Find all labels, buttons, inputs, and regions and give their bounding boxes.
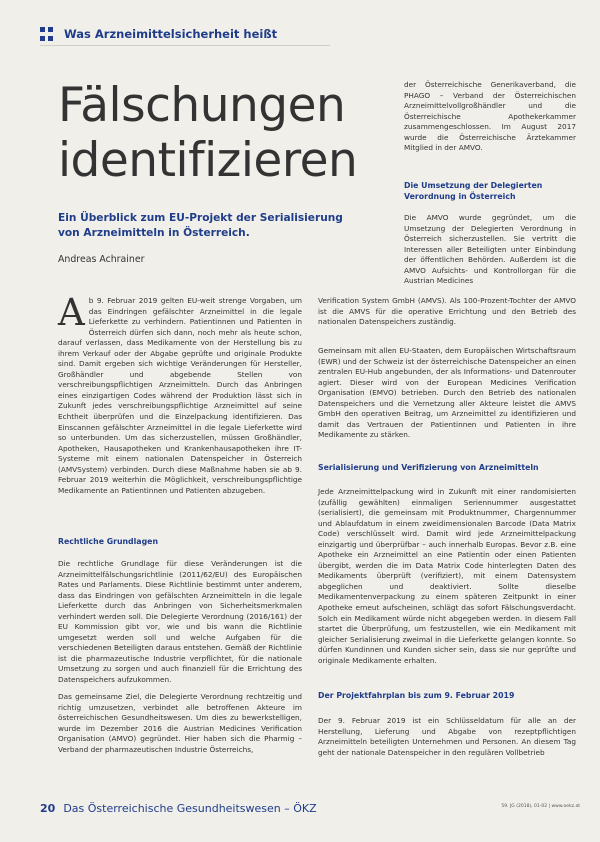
paragraph-amvo-role: Die AMVO wurde gegründet, um die Umsetzung der Delegierten Verordnung in Österreich sicherzustellen. Sie vertritt die Interessen aller Beteiligten unter Einbindung der öffentlichen Behörden. Außerdem ist die AMVO Aufsichts- und Kontrollorgan für die Austrian Medicines	[404, 213, 576, 286]
intro-paragraph-block	[58, 291, 302, 496]
paragraph-legal: Die rechtliche Grundlage für diese Veränderungen ist die Arzneimittelfälschungsrichtlinie (2011/62/EU) des Europäischen Rates und Parlaments. Diese Richtlinie bestimmt unter anderem, dass das Eindringen von gefälschten Arzneimitteln in die legale Lieferkette durch das Anbringen von Sicherheitsmerkmalen verhindert werden soll. Die Delegierte Verordnung (2016/161) der EU Kommission gibt vor, wie und bis wann die Richtlinie umgesetzt werden soll und welche Aufgaben für die verschiedenen Beteiligten daraus entstehen. Gemäß der Richtlinie ist die pharmazeutische Industrie verpflichtet, für die nationale Umsetzung zu sorgen und auch finanziell für die Errichtung des Datenspeichers aufzukommen.	[58, 559, 302, 685]
left-p1-block	[58, 559, 302, 686]
page-number: 20	[40, 801, 56, 815]
rubric-label: Was Arzneimittelsicherheit heißt	[64, 27, 278, 41]
page-footer	[40, 800, 580, 816]
paragraph-roadmap: Der 9. Februar 2019 ist ein Schlüsseldatum für alle an der Herstellung, Lieferung und Abgabe von rezeptpflichtigen Arzneimitteln beteiligten Unternehmen und Personen. An diesem Tag geht der nationale Datenspeicher in den regulären Vollbetrieb	[318, 716, 576, 757]
right-p0-block	[404, 80, 576, 154]
headline-line-2: identifizieren	[58, 133, 358, 188]
right-p3-block	[318, 487, 576, 666]
paragraph-amvo-founding: Das gemeinsame Ziel, die Delegierte Verordnung rechtzeitig und richtig umzusetzen, verbindet alle betroffenen Akteure im österreichischen Gesundheitswesen. Um dies zu bewerkstelligen, wurde im Dezember 2016 die Austrian Medicines Verification Organisation (AMVO) gegründet. Hier haben sich die Pharmig – Verband der pharmazeutischen Industrie Österreichs,	[58, 692, 302, 754]
right-p2-block	[318, 346, 576, 441]
left-subhead-block	[58, 536, 302, 547]
paragraph-serialisation: Jede Arzneimittelpackung wird in Zukunft mit einer randomisierten (zufällig gewählten) einmaligen Seriennummer ausgestattet (serialisiert), die gemeinsam mit Produktnummer, Chargennummer und Ablaufdatum in einem zweidimensionalen Barcode (Data Matrix Code) verschlüsselt wird. Damit wird jede Arzneimittelpackung einzigartig und überprüfbar – auch innerhalb Europas. Bevor z.B. eine Apotheke ein Arzneimittel an eine Patientin oder einen Patienten übergibt, werden die im Data Matrix Code hinterlegten Daten des Medikaments überprüft (verifiziert), mit einem Datensystem abgeglichen und deaktiviert. Sollte dieselbe Medikamentenverpackung zu einem späteren Zeitpunkt in einer Apotheke erneut aufscheinen, schlägt das sofort Fälschungsverdacht. Solch ein Medikament würde nicht abgegeben werden. In diesem Fall startet die Überprüfung, um festzustellen, wie ein Medikament mit gleicher Serialisierung zweimal in die Lieferkette gelangen konnte. So dürfen Kundinnen und Kunden sicher sein, dass sie nur geprüfte und originale Medikamente erhalten.	[318, 487, 576, 665]
paragraph-eu-hub: Gemeinsam mit allen EU-Staaten, dem Europäischen Wirtschaftsraum (EWR) und der Schweiz ist der österreichische Datenspeicher an einen zentralen EU-Hub angebunden, der als Informations- und Datenrouter agiert. Dieser wird von der European Medicines Verification Organisation (EMVO) betrieben. Durch den Betrieb des nationalen Datenspeichers und die Vernetzung aller Akteure leistet die AMVS GmbH den operativen Beitrag, um Arzneimittel zu identifizieren und damit das Vertrauen der Patientinnen und Patienten in ihre Medikamente zu stärken.	[318, 346, 576, 440]
rubric-divider	[40, 45, 330, 46]
drop-cap: A	[58, 291, 85, 334]
section-rubric	[40, 22, 330, 46]
author-byline: Andreas Achrainer	[58, 254, 145, 265]
right-p1b-block	[318, 296, 576, 328]
subhead-roadmap: Der Projektfahrplan bis zum 9. Februar 2019	[318, 691, 515, 700]
intro-text: b 9. Februar 2019 gelten EU-weit strenge Vorgaben, um das Eindringen gefälschter Arzneimittel in die legale Lieferkette zu verhindern. Patientinnen und Patienten in Österreich dürfen sich dann, noch mehr als heute schon, darauf verlassen, dass Medikamente von der Herstellung bis zu ihrem Verkauf oder der Abgabe geprüfte und originale Produkte sind. Damit ergeben sich wichtige Veränderungen für Hersteller, Großhändler und abgebende Stellen von verschreibungspflichtigen Arzneimitteln. Durch das Anbringen eines einzigartigen Codes während der Produktion lässt sich in Zukunft jedes verschreibungspflichtige Arzneimittel auf seine Echtheit überprüfen und die Einzelpackung identifizieren. Das Einscannen gefälschter Arzneimittel in die legale Lieferkette wird so unterbunden. Um das sicherzustellen, müssen Großhändler, Apotheken, Hausapotheken und Krankenhausapotheken ihre IT-Systeme mit einem nationalen Datenspeicher in Österreich (AMVSystem) verbinden. Durch diese Maßnahme haben sie ab 9. Februar 2019 weiterhin die Möglichkeit, verschreibungspflichtige Medikamente an Patientinnen und Patienten abzugeben.	[58, 296, 302, 495]
subhead-implementation: Die Umsetzung der Delegierten Verordnung in Österreich	[404, 181, 543, 201]
subhead-serialisation: Serialisierung und Verifizierung von Arzneimitteln	[318, 463, 539, 472]
left-p2-block	[58, 692, 302, 755]
right-sub2-block	[318, 462, 576, 473]
footer-issue-note: 59. JG (2018), 01-02 | www.oekz.at	[501, 804, 580, 809]
right-p1a-block	[404, 213, 576, 287]
intro-paragraph	[58, 291, 302, 496]
grid-squares-icon	[40, 27, 54, 41]
right-p4-block	[318, 716, 576, 758]
paragraph-members: der Österreichische Generikaverband, die PHAGO – Verband der Österreichischen Arzneimittelvollgroßhändler und die Österreichische Apothekerkammer zusammengeschlossen. Im August 2017 wurde die Österreichische Ärztekammer Mitglied in der AMVO.	[404, 80, 576, 153]
right-sub3-block	[318, 690, 576, 701]
paragraph-amvs: Verification System GmbH (AMVS). Als 100-Prozent-Tochter der AMVO ist die AMVS für die operative Errichtung und den Betrieb des nationalen Datenspeichers zuständig.	[318, 296, 576, 327]
headline	[58, 78, 358, 188]
subhead-legal: Rechtliche Grundlagen	[58, 537, 158, 546]
headline-line-1: Fälschungen	[58, 78, 346, 133]
right-sub1-block	[404, 180, 576, 202]
standfirst: Ein Überblick zum EU-Projekt der Serialisierung von Arzneimitteln in Österreich.	[58, 212, 343, 239]
magazine-name: Das Österreichische Gesundheitswesen – ÖKZ	[63, 801, 317, 815]
